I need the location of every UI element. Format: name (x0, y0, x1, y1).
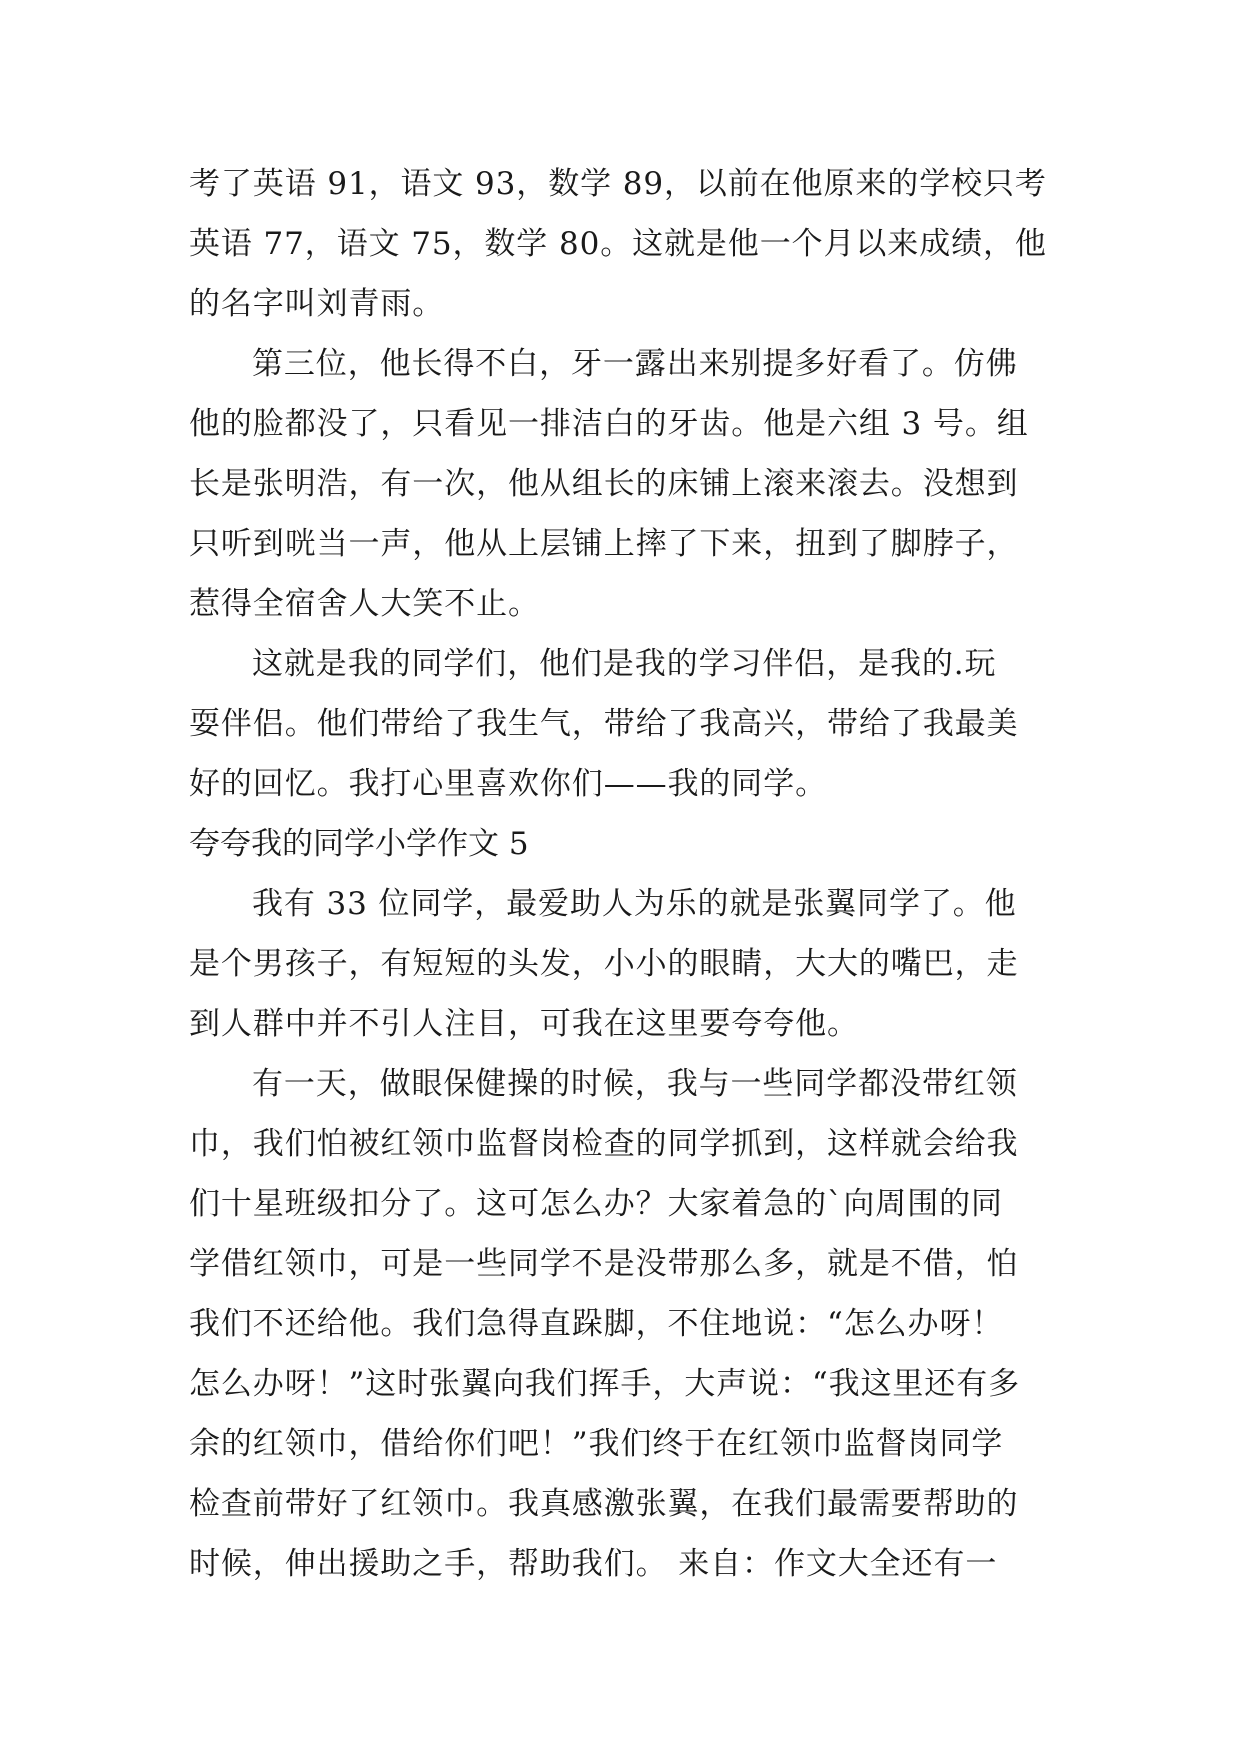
paragraph-first-line: 有一天，做眼保健操的时候，我与一些同学都没带红领 (252, 1066, 1018, 1102)
text-line: 考了英语 91，语文 93，数学 89，以前在他原来的学校只考 (189, 166, 1047, 202)
document-body (189, 154, 1069, 1594)
text-line: 怎么办呀！”这时张翼向我们挥手，大声说：“我这里还有多 (189, 1366, 1020, 1402)
text-line: 余的红领巾，借给你们吧！”我们终于在红领巾监督岗同学 (189, 1426, 1004, 1462)
text-line: 学借红领巾，可是一些同学不是没带那么多，就是不借，怕 (189, 1246, 1019, 1282)
text-line: 是个男孩子，有短短的头发，小小的眼睛，大大的嘴巴，走 (189, 946, 1019, 982)
paragraph-first-line: 我有 33 位同学，最爱助人为乐的就是张翼同学了。他 (252, 886, 1017, 922)
text-line: 巾，我们怕被红领巾监督岗检查的同学抓到，这样就会给我 (189, 1126, 1019, 1162)
text-line: 长是张明浩，有一次，他从组长的床铺上滚来滚去。没想到 (189, 466, 1019, 502)
text-line: 惹得全宿舍人大笑不止。 (189, 586, 540, 622)
text-line: 到人群中并不引人注目，可我在这里要夸夸他。 (189, 1006, 859, 1042)
text-line: 英语 77，语文 75，数学 80。这就是他一个月以来成绩，他 (189, 226, 1047, 262)
text-line: 检查前带好了红领巾。我真感激张翼，在我们最需要帮助的 (189, 1486, 1019, 1522)
text-line: 我们不还给他。我们急得直跺脚，不住地说：“怎么办呀！ (189, 1306, 1004, 1342)
text-line: 耍伴侣。他们带给了我生气，带给了我高兴，带给了我最美 (189, 706, 1019, 742)
text-line: 们十星班级扣分了。这可怎么办？大家着急的`向周围的同 (189, 1186, 1003, 1222)
text-line: 好的回忆。我打心里喜欢你们——我的同学。 (189, 766, 827, 802)
text-line: 时候，伸出援助之手，帮助我们。 来自：作文大全还有一 (189, 1546, 998, 1582)
text-line: 他的脸都没了，只看见一排洁白的牙齿。他是六组 3 号。组 (189, 406, 1029, 442)
paragraph-first-line: 第三位，他长得不白，牙一露出来别提多好看了。仿佛 (252, 346, 1018, 382)
text-line: 只听到咣当一声，他从上层铺上摔了下来，扭到了脚脖子， (189, 526, 1019, 562)
section-heading: 夸夸我的同学小学作文 5 (189, 826, 529, 862)
paragraph-first-line: 这就是我的同学们，他们是我的学习伴侣，是我的.玩 (252, 646, 997, 682)
text-line: 的名字叫刘青雨。 (189, 286, 445, 322)
